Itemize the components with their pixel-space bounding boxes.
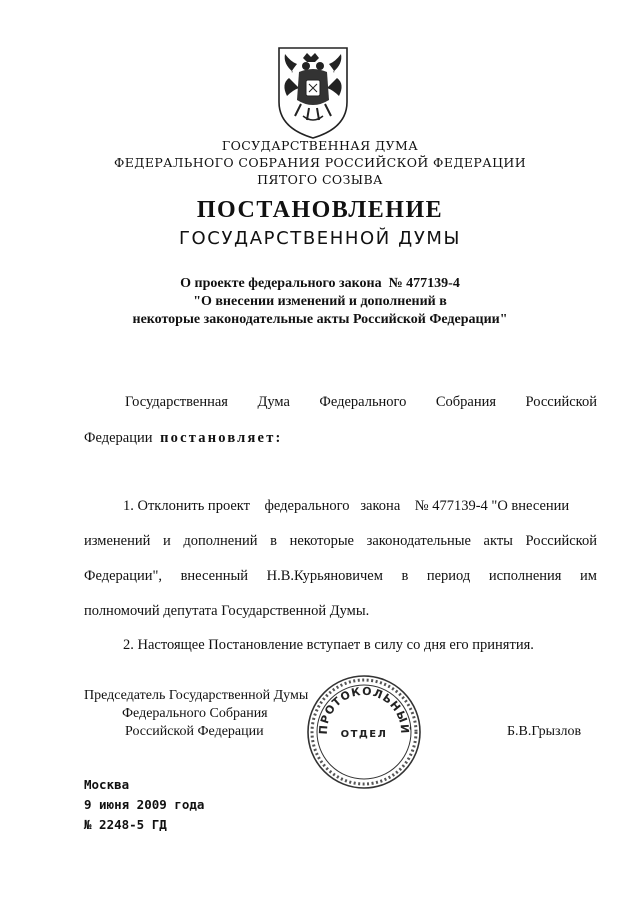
preamble-line-2 [84, 430, 283, 447]
signatory-name: Б.В.Грызлов [507, 724, 582, 739]
preamble-word: Федерального [319, 394, 407, 410]
subject-line-3: некоторые законодательные акты Российской Федерации" [132, 312, 508, 327]
document-title: ПОСТАНОВЛЕНИЕ [196, 197, 444, 223]
preamble-start: Федерации [84, 430, 153, 446]
footer-date: 9 июня 2009 года [84, 797, 205, 812]
coat-of-arms-emblem [273, 44, 353, 140]
header-line-1: ГОСУДАРСТВЕННАЯ ДУМА [221, 138, 419, 153]
official-stamp [305, 673, 423, 791]
point1-line-2 [84, 533, 597, 550]
point1-word: акты [483, 533, 513, 549]
signatory-title-line-2: Федерального Собрания [122, 706, 268, 721]
footer-number: № 2248-5 ГД [84, 817, 167, 832]
document-subtitle: ГОСУДАРСТВЕННОЙ ДУМЫ [178, 228, 462, 249]
preamble-word: Российской [525, 394, 597, 410]
point1-word: некоторые [289, 533, 354, 549]
point1-word: Н.В.Курьяновичем [266, 568, 383, 584]
point1-word: Федерации", [84, 568, 163, 584]
footer-city: Москва [84, 777, 130, 792]
preamble-line-1 [125, 394, 597, 411]
point1-word: им [580, 568, 597, 584]
point1-word: изменений [84, 533, 151, 549]
stamp-arc-text: ПРОТОКОЛЬНЫЙ [316, 684, 412, 735]
point1-word: и [162, 533, 171, 549]
preamble-word: Дума [257, 394, 290, 410]
point2-text: 2. Настоящее Постановление вступает в силу со дня его принятия. [123, 637, 534, 653]
point1-word: исполнения [488, 568, 562, 584]
point1-word: законодательные [366, 533, 471, 549]
preamble-word: Собрания [435, 394, 497, 410]
stamp-center-text: ОТДЕЛ [340, 729, 388, 740]
point1-word: Российской [525, 533, 597, 549]
point1-line-4: полномочий депутата Государственной Думы. [84, 603, 370, 619]
header-line-3: ПЯТОГО СОЗЫВА [257, 172, 383, 187]
signatory-title-line-1: Председатель Государственной Думы [84, 688, 309, 703]
point1-line-3 [84, 568, 597, 585]
header-line-2: ФЕДЕРАЛЬНОГО СОБРАНИЯ РОССИЙСКОЙ ФЕДЕРАЦИИ [113, 155, 527, 170]
point1-word: в [401, 568, 409, 584]
point1-line-1: 1. Отклонить проект федерального закона № 477139-4 "О внесении [123, 498, 570, 514]
preamble-word: Государственная [125, 394, 228, 410]
point1-word: в [270, 533, 277, 549]
subject-line-2: "О внесении изменений и дополнений в [193, 294, 447, 309]
point1-word: период [426, 568, 471, 584]
point1-word: внесенный [180, 568, 249, 584]
preamble-decree-word: постановляет: [160, 430, 283, 446]
signatory-title-line-3: Российской Федерации [125, 724, 264, 739]
point1-word: дополнений [183, 533, 258, 549]
subject-line-1: О проекте федерального закона № 477139-4 [180, 276, 460, 291]
